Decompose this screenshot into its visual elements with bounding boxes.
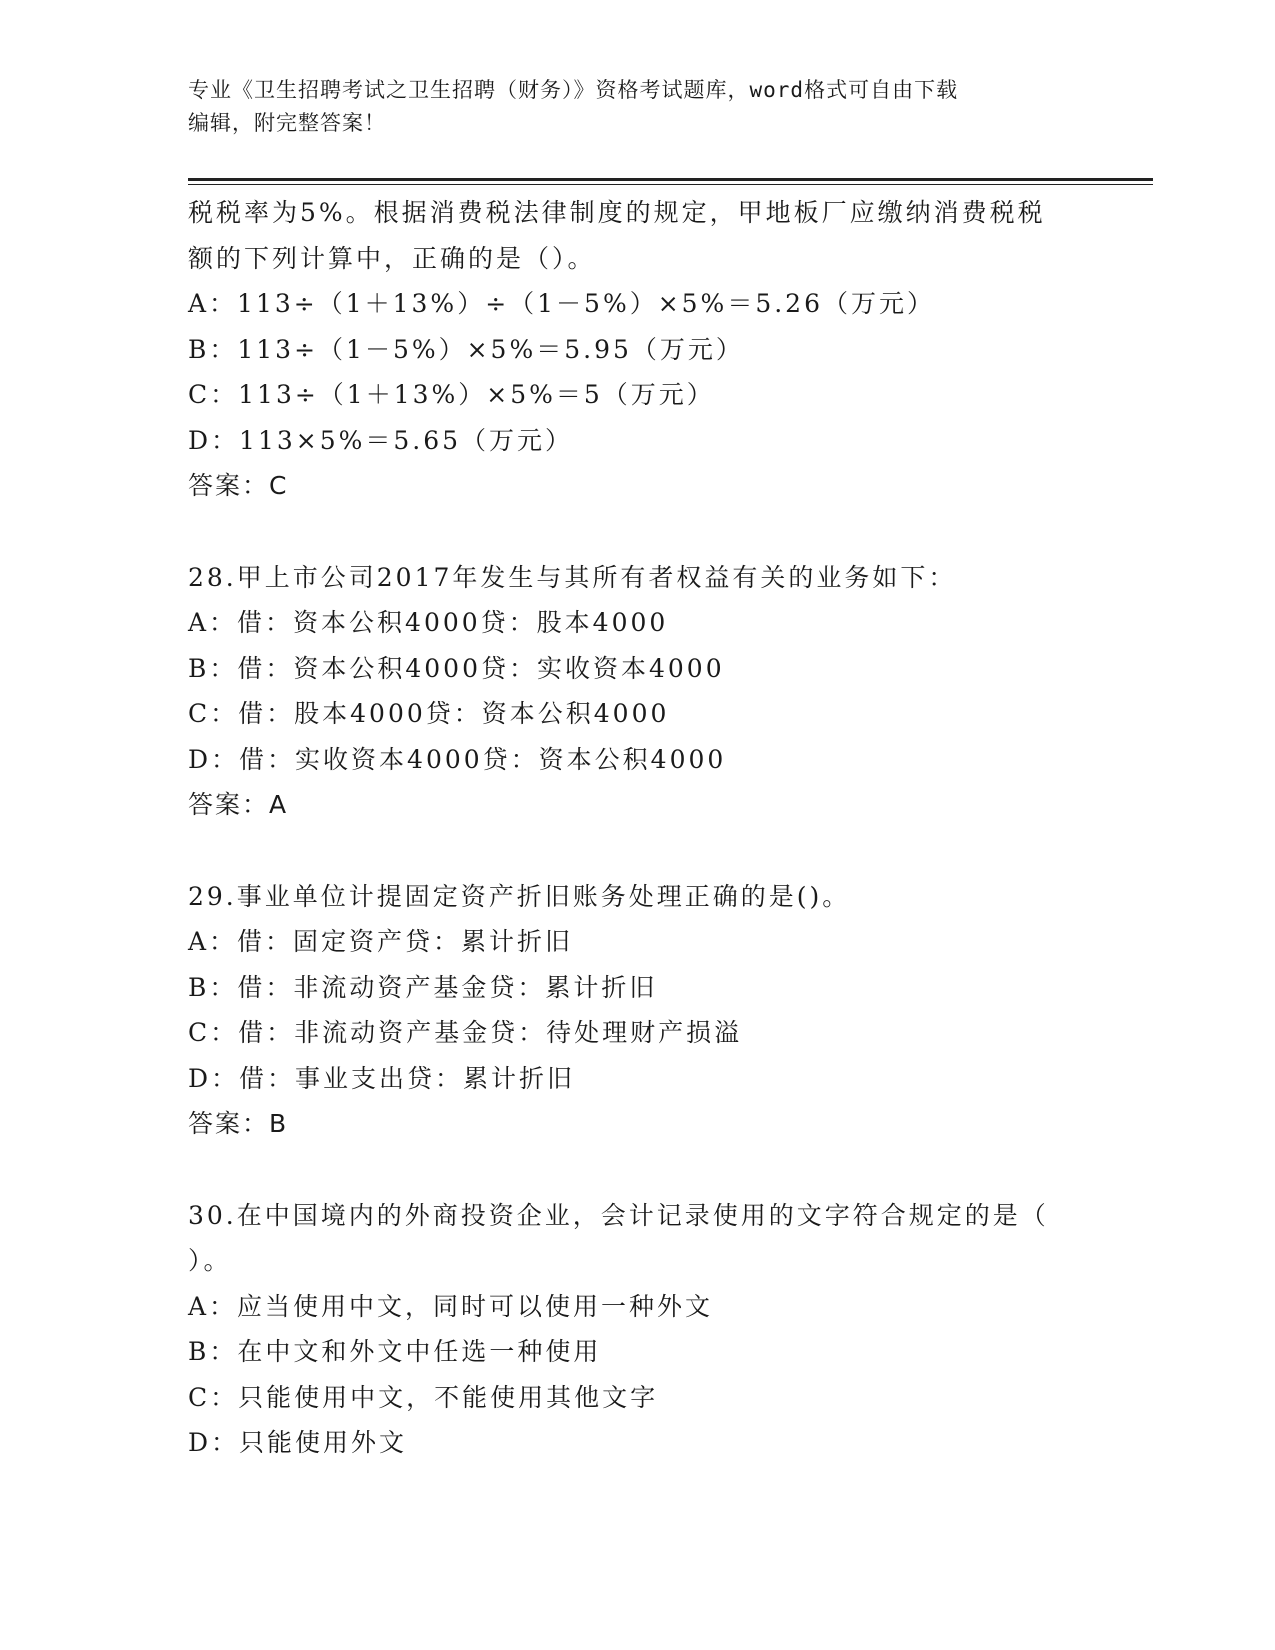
option-c: C：借：非流动资产基金贷：待处理财产损溢 (188, 1018, 743, 1047)
question-29 (188, 874, 1088, 1147)
question-stem: ）。 (188, 1246, 232, 1275)
header-divider-thin (188, 184, 1153, 185)
option-c: C：113÷（1＋13%）×5%＝5（万元） (188, 380, 715, 409)
question-stem: 30.在中国境内的外商投资企业，会计记录使用的文字符合规定的是（ (188, 1200, 1049, 1230)
header-divider-thick (188, 178, 1153, 181)
option-a: A：应当使用中文，同时可以使用一种外文 (188, 1291, 714, 1321)
question-stem: 29.事业单位计提固定资产折旧账务处理正确的是()。 (188, 881, 851, 911)
option-b: B：113÷（1－5%）×5%＝5.95（万元） (188, 334, 744, 364)
option-b: B：借：非流动资产基金贷：累计折旧 (188, 972, 658, 1002)
question-stem: 额的下列计算中，正确的是（）。 (188, 243, 596, 273)
header-line-2: 编辑，附完整答案！ (188, 111, 386, 135)
option-c: C：借：股本4000贷：资本公积4000 (188, 699, 670, 728)
option-d: D：借：事业支出贷：累计折旧 (188, 1063, 576, 1093)
answer: 答案：B (188, 1109, 289, 1138)
header-line-1: 专业《卫生招聘考试之卫生招聘（财务）》资格考试题库，word格式可自由下载 (188, 78, 959, 102)
option-d: D：113×5%＝5.65（万元） (188, 425, 574, 455)
answer: 答案：A (188, 790, 289, 819)
question-stem: 税税率为5%。根据消费税法律制度的规定，甲地板厂应缴纳消费税税 (188, 198, 1046, 227)
option-b: B：借：资本公积4000贷：实收资本4000 (188, 653, 725, 683)
option-b: B：在中文和外文中任选一种使用 (188, 1337, 602, 1366)
option-a: A：借：资本公积4000贷：股本4000 (188, 608, 669, 637)
question-30 (188, 1193, 1088, 1466)
option-d: D：借：实收资本4000贷：资本公积4000 (188, 744, 727, 774)
option-a: A：113÷（1＋13%）÷（1－5%）×5%＝5.26（万元） (188, 289, 935, 318)
question-27 (188, 190, 1088, 509)
question-list (188, 190, 1088, 1466)
question-stem: 28.甲上市公司2017年发生与其所有者权益有关的业务如下： (188, 562, 957, 592)
document-header (188, 74, 1088, 140)
option-d: D：只能使用外文 (188, 1428, 408, 1457)
answer: 答案：C (188, 471, 289, 500)
question-28 (188, 555, 1088, 828)
option-a: A：借：固定资产贷：累计折旧 (188, 927, 574, 956)
option-c: C：只能使用中文，不能使用其他文字 (188, 1382, 659, 1412)
